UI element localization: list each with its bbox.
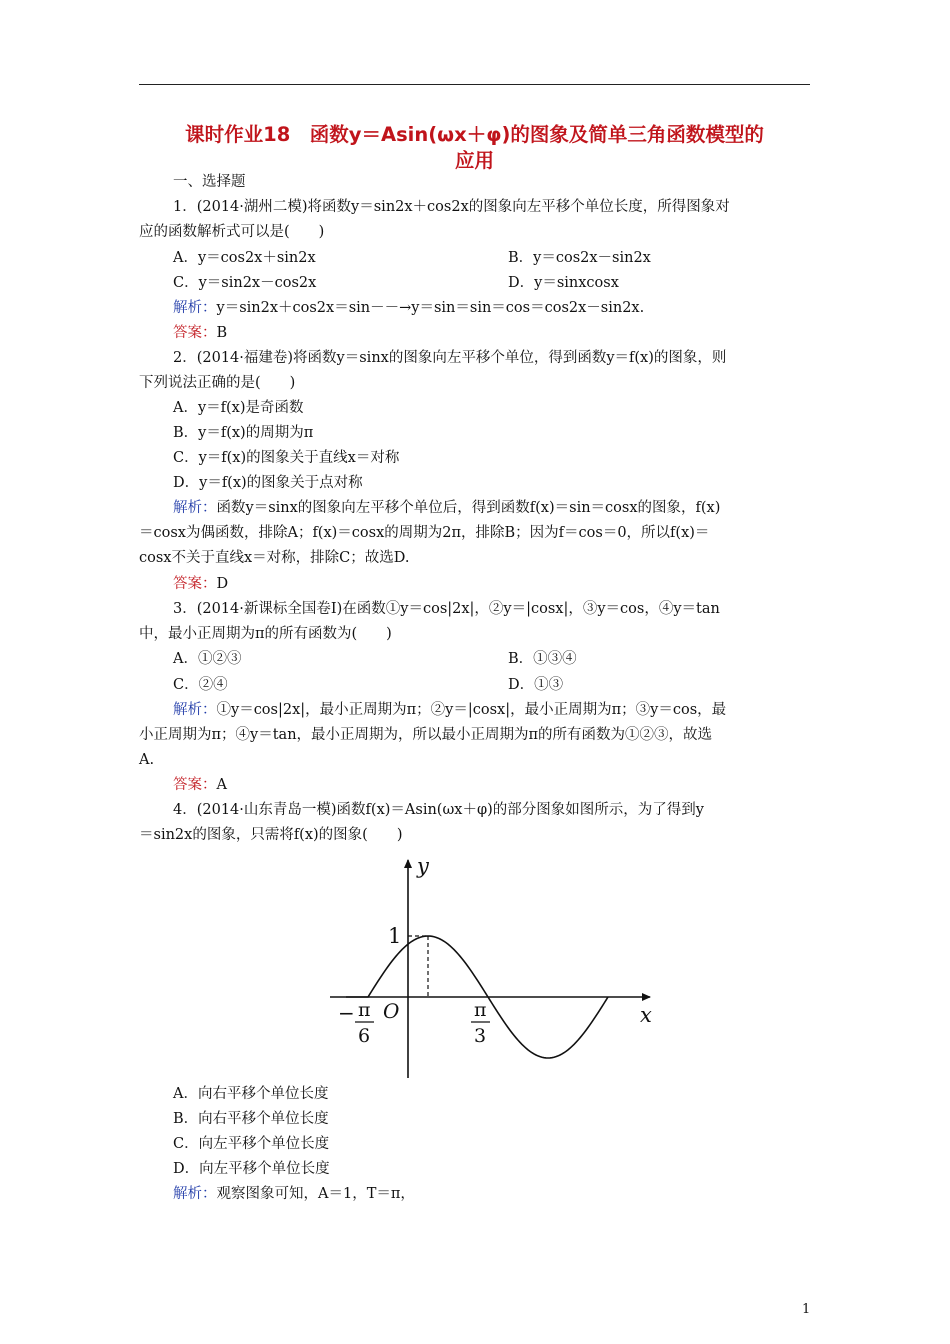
q1-option-d: D．y＝sinxcosx <box>508 275 619 291</box>
q1-answer <box>173 323 227 343</box>
q2-answer-value: D <box>216 576 229 592</box>
answer-label: 答案： <box>173 777 217 793</box>
pi3-denominator: 3 <box>474 1025 487 1047</box>
title-line-1: 课时作业18 函数y＝Asin(ωx＋φ)的图象及简单三角函数模型的 <box>185 123 764 146</box>
q3-answer <box>173 775 227 795</box>
q3-option-b: B．①③④ <box>508 651 577 667</box>
q3-analysis-line-1 <box>173 700 726 720</box>
answer-label: 答案： <box>173 576 217 592</box>
q2-stem-line-1: 2．(2014·福建卷)将函数y＝sinx的图象向左平移个单位，得到函数y＝f(x)的图象，则 <box>173 350 727 366</box>
q1-option-a: A．y＝cos2x＋sin2x <box>173 250 316 266</box>
pi3-numerator: π <box>474 999 487 1021</box>
q3-option-c: C．②④ <box>173 677 228 693</box>
page-number: 1 <box>802 1302 811 1317</box>
neg-pi6-numerator: π <box>358 999 371 1021</box>
q3-option-d: D．①③ <box>508 677 564 693</box>
q4-option-c: C．向左平移个单位长度 <box>173 1136 330 1152</box>
q2-answer <box>173 574 228 594</box>
q1-stem-line-2: 应的函数解析式可以是( ) <box>139 224 325 240</box>
q2-analysis-line-1 <box>173 498 720 518</box>
q2-analysis-line-3: cosx不关于直线x＝对称，排除C；故选D. <box>139 550 410 566</box>
neg-pi6-denominator: 6 <box>358 1025 371 1047</box>
q2-option-d: D．y＝f(x)的图象关于点对称 <box>173 475 363 491</box>
q4-analysis <box>173 1184 415 1204</box>
analysis-label: 解析： <box>173 1186 217 1202</box>
section-heading: 一、选择题 <box>173 174 246 190</box>
q2-stem-line-2: 下列说法正确的是( ) <box>139 375 296 391</box>
q1-stem-line-1: 1．(2014·湖州二模)将函数y＝sin2x＋cos2x的图象向左平移个单位长度，所得图象对 <box>173 199 730 215</box>
q4-stem-line-2: ＝sin2x的图象，只需将f(x)的图象( ) <box>139 827 403 843</box>
neg-sign: − <box>338 1001 355 1025</box>
q1-option-b: B．y＝cos2x－sin2x <box>508 250 651 266</box>
x-axis-label: x <box>640 1003 652 1027</box>
q3-analysis-line-3: A. <box>139 752 155 768</box>
q3-analysis-line-2: 小正周期为π；④y＝tan，最小正周期为，所以最小正周期为π的所有函数为①②③，故选 <box>139 727 713 743</box>
analysis-label: 解析： <box>173 702 217 718</box>
q4-option-d: D．向左平移个单位长度 <box>173 1161 330 1177</box>
q4-stem-line-1: 4．(2014·山东青岛一模)函数f(x)＝Asin(ωx＋φ)的部分图象如图所示，为了得到y <box>173 802 704 818</box>
q1-analysis-text: y＝sin2x＋cos2x＝sin－－→y＝sin＝sin＝cos＝cos2x－sin2x. <box>216 300 645 316</box>
y-axis-label: y <box>417 854 429 878</box>
q2-option-c: C．y＝f(x)的图象关于直线x＝对称 <box>173 450 400 466</box>
q3-stem-line-1: 3．(2014·新课标全国卷Ⅰ)在函数①y＝cos|2x|，②y＝|cosx|，③y＝cos，④y＝tan <box>173 601 720 617</box>
q4-option-b: B．向右平移个单位长度 <box>173 1111 329 1127</box>
page-title <box>139 122 810 174</box>
q2-analysis-line-2: ＝cosx为偶函数，排除A；f(x)＝cosx的周期为2π，排除B；因为f＝cos＝0，所以f(x)＝ <box>139 525 710 541</box>
origin-label: O <box>383 999 400 1023</box>
q1-analysis <box>173 298 644 318</box>
q3-stem-line-2: 中，最小正周期为π的所有函数为( ) <box>139 626 392 642</box>
answer-label: 答案： <box>173 325 217 341</box>
q4-analysis-text: 观察图象可知，A＝1，T＝π， <box>216 1186 415 1202</box>
q3-analysis-text-1: ①y＝cos|2x|，最小正周期为π；②y＝|cosx|，最小正周期为π；③y＝cos，最 <box>216 702 727 718</box>
analysis-label: 解析： <box>173 300 217 316</box>
q1-option-c: C．y＝sin2x－cos2x <box>173 275 317 291</box>
header-rule <box>139 84 810 85</box>
q2-analysis-text-1: 函数y＝sinx的图象向左平移个单位后，得到函数f(x)＝sin＝cosx的图象，f(x) <box>216 500 721 516</box>
q3-answer-value: A <box>216 777 227 793</box>
q1-answer-value: B <box>216 325 228 341</box>
max-value-label: 1 <box>388 924 402 948</box>
analysis-label: 解析： <box>173 500 217 516</box>
q4-option-a: A．向右平移个单位长度 <box>173 1086 329 1102</box>
q2-option-b: B．y＝f(x)的周期为π <box>173 425 314 441</box>
q3-option-a: A．①②③ <box>173 651 242 667</box>
q2-option-a: A．y＝f(x)是奇函数 <box>173 400 304 416</box>
title-line-2: 应用 <box>454 149 494 172</box>
sine-graph <box>318 852 658 1084</box>
